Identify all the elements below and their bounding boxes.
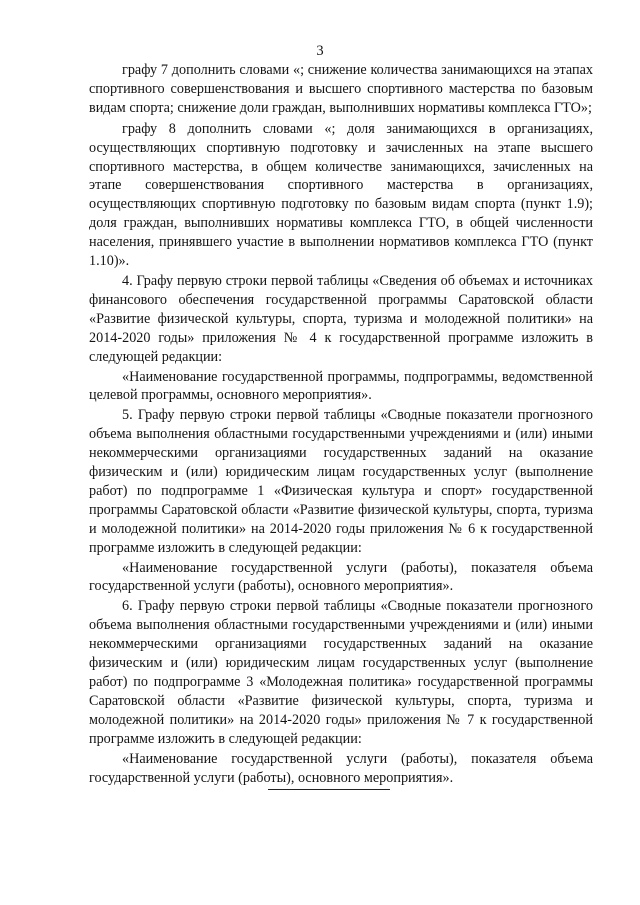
paragraph-item-6: 6. Графу первую строки первой таблицы «Сводные показатели прогнозного объема выполнения областными государственными учреждениями и (или) иными некоммерческими организациями государственных заданий на оказание физическим и (или) юридическим лицам государственных услуг (выполнение работ) по подпрограмме 3 «Молодежная политика» государственной программы Саратовской области «Развитие физической культуры, спорта, туризма и молодежной политики» на 2014-2020 годы» приложения № 7 к государственной программе изложить в следующей редакции: [89,598,593,747]
page-number: 3 [316,43,324,59]
closing-rule [268,789,390,790]
paragraph-item-4-wording: «Наименование государственной программы, подпрограммы, ведомственной целевой программы, основного мероприятия». [89,368,593,404]
paragraph-graph-7: графу 7 дополнить словами «; снижение количества занимающихся на этапах спортивного совершенствования и высшего спортивного мастерства по базовым видам спорта; снижение доли граждан, выполнивших нормативы комплекса ГТО»; [89,62,593,116]
document-body [89,61,593,788]
paragraph-item-5-wording: «Наименование государственной услуги (работы), показателя объема государственной услуги (работы), основного мероприятия». [89,559,593,595]
paragraph-item-5: 5. Графу первую строки первой таблицы «Сводные показатели прогнозного объема выполнения областными государственными учреждениями и (или) иными некоммерческими организациями государственных заданий на оказание физическим и (или) юридическим лицам государственных услуг (выполнение работ) по подпрограмме 1 «Физическая культура и спорт» государственной программы Саратовской области «Развитие физической культуры, спорта, туризма и молодежной политики» на 2014-2020 годы приложения № 6 к государственной программе изложить в следующей редакции: [89,407,593,556]
paragraph-item-4: 4. Графу первую строки первой таблицы «Сведения об объемах и источниках финансового обеспечения государственной программы Саратовской области «Развитие физической культуры, спорта, туризма и молодежной политики» на 2014-2020 годы» приложения № 4 к государственной программе изложить в следующей редакции: [89,272,593,365]
paragraph-item-6-wording: «Наименование государственной услуги (работы), показателя объема государственной услуги (работы), основного мероприятия». [89,750,593,786]
paragraph-graph-8: графу 8 дополнить словами «; доля занимающихся в организациях, осуществляющих спортивную подготовку и зачисленных на этапе высшего спортивного мастерства, в общем количестве занимающихся, зачисленных на этапе совершенствования спортивного мастерства в организациях, осуществляющих спортивную подготовку по базовым видам спорта (пункт 1.9); доля граждан, выполнивших нормативы комплекса ГТО, в общей численности населения, принявшего участие в выполнении нормативов комплекса ГТО (пункт 1.10)». [89,120,593,270]
